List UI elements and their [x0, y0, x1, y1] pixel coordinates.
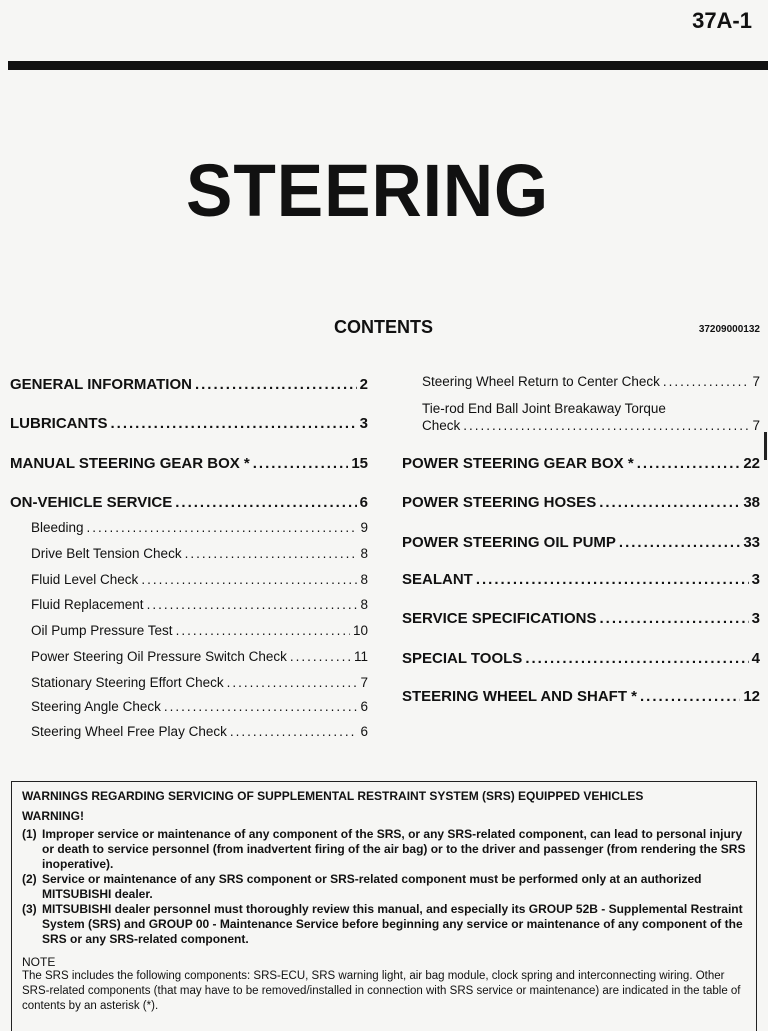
toc-entry-power-steering-gear-box[interactable]: [402, 455, 760, 472]
toc-sub-oil-pump-pressure-test[interactable]: [31, 623, 368, 638]
toc-page: 11: [353, 649, 368, 664]
toc-entry-on-vehicle-service[interactable]: [10, 494, 368, 511]
toc-sub-fluid-level-check[interactable]: [31, 572, 368, 587]
warning-heading: WARNINGS REGARDING SERVICING OF SUPPLEMENTAL RESTRAINT SYSTEM (SRS) EQUIPPED VEHICLES: [22, 789, 644, 803]
toc-page: 3: [359, 415, 368, 432]
toc-page: 9: [360, 520, 368, 535]
toc-page: 33: [743, 534, 760, 551]
toc-label: SPECIAL TOOLS: [402, 650, 523, 667]
note-label: NOTE: [22, 955, 56, 969]
toc-label: Steering Wheel Free Play Check: [31, 724, 227, 739]
toc-label: Check: [422, 418, 461, 433]
toc-label: Bleeding: [31, 520, 84, 535]
toc-sub-pressure-switch-check[interactable]: [31, 649, 368, 664]
toc-label: POWER STEERING HOSES: [402, 494, 597, 511]
toc-label: Fluid Replacement: [31, 597, 144, 612]
warning-item: [22, 872, 756, 902]
toc-page: 3: [751, 610, 760, 627]
toc-label: Stationary Steering Effort Check: [31, 675, 224, 690]
toc-sub-drive-belt-tension-check[interactable]: [31, 546, 368, 561]
toc-label: Fluid Level Check: [31, 572, 139, 587]
toc-label: STEERING WHEEL AND SHAFT *: [402, 688, 638, 705]
toc-page: 12: [743, 688, 760, 705]
toc-page: 7: [752, 418, 760, 433]
srs-warning-box: [11, 781, 757, 1031]
toc-label: MANUAL STEERING GEAR BOX *: [10, 455, 250, 472]
toc-label: POWER STEERING GEAR BOX *: [402, 455, 634, 472]
toc-page: 6: [360, 699, 368, 714]
warning-item-number: (3): [22, 902, 37, 916]
toc-sub-stationary-steering-effort-check[interactable]: [31, 675, 368, 690]
toc-sub-steering-wheel-free-play-check[interactable]: [31, 724, 368, 739]
toc-page: 22: [743, 455, 760, 472]
warning-item: [22, 902, 756, 947]
toc-page: 6: [359, 494, 368, 511]
toc-label: POWER STEERING OIL PUMP: [402, 534, 616, 551]
warning-item: [22, 827, 756, 872]
toc-label: Steering Angle Check: [31, 699, 161, 714]
note-text: The SRS includes the following components: SRS-ECU, SRS warning light, air bag module, clock spring and interconnecting wiring. Other SRS-related components (that may have to be removed/installed in connection with SRS service or maintenance) are indicated in the table of contents by an asterisk (*).: [22, 970, 741, 1012]
toc-label: Drive Belt Tension Check: [31, 546, 182, 561]
page-number: 37A-1: [692, 8, 752, 33]
toc-page: 3: [751, 571, 760, 588]
toc-page: 2: [359, 376, 368, 393]
toc-sub-return-to-center-check[interactable]: [422, 374, 760, 389]
warning-item-number: (2): [22, 872, 37, 886]
toc-label: SERVICE SPECIFICATIONS: [402, 610, 597, 627]
toc-entry-general-information[interactable]: [10, 376, 368, 393]
toc-sub-fluid-replacement[interactable]: [31, 597, 368, 612]
contents-heading: CONTENTS: [334, 317, 433, 337]
warning-item-number: (1): [22, 827, 37, 841]
warning-label: WARNING!: [22, 809, 84, 823]
toc-entry-power-steering-oil-pump[interactable]: [402, 534, 760, 551]
toc-label: Power Steering Oil Pressure Switch Check: [31, 649, 287, 664]
toc-label: Steering Wheel Return to Center Check: [422, 374, 660, 389]
toc-label: GENERAL INFORMATION: [10, 376, 192, 393]
warning-list: [22, 827, 756, 947]
toc-sub-tie-rod-check[interactable]: [422, 418, 760, 433]
toc-entry-manual-steering-gear-box[interactable]: [10, 455, 368, 472]
toc-label: ON-VEHICLE SERVICE: [10, 494, 173, 511]
warning-item-text: MITSUBISHI dealer personnel must thoroughly review this manual, and especially its GROUP 52B - Supplemental Restraint System (SRS) and GROUP 00 - Maintenance Service before beginning any service or maintenance of any component of the SRS or any SRS-related component.: [42, 902, 743, 946]
toc-page: 15: [351, 455, 368, 472]
toc-page: 4: [751, 650, 760, 667]
warning-item-text: Service or maintenance of any SRS component or SRS-related component must be performed only at an authorized MITSUBISHI dealer.: [42, 872, 702, 901]
toc-label: LUBRICANTS: [10, 415, 108, 432]
toc-entry-sealant[interactable]: [402, 571, 760, 588]
toc-entry-power-steering-hoses[interactable]: [402, 494, 760, 511]
toc-sub-bleeding[interactable]: [31, 520, 368, 535]
toc-page: 38: [743, 494, 760, 511]
toc-page: 7: [752, 374, 760, 389]
toc-page: 8: [360, 572, 368, 587]
warning-item-text: Improper service or maintenance of any component of the SRS, or any SRS-related component, can lead to personal injury or death to service personnel (from inadvertent firing of the air bag) or to the driver and passenger (from rendering the SRS inoperative).: [42, 827, 746, 871]
page-title: STEERING: [186, 149, 550, 232]
toc-page: 7: [360, 675, 368, 690]
toc-entry-steering-wheel-and-shaft[interactable]: [402, 688, 760, 705]
toc-page: 8: [360, 597, 368, 612]
toc-sub-tie-rod-line1[interactable]: Tie-rod End Ball Joint Breakaway Torque: [422, 401, 666, 416]
top-rule: [8, 61, 768, 70]
toc-label: Oil Pump Pressure Test: [31, 623, 173, 638]
toc-sub-steering-angle-check[interactable]: [31, 699, 368, 714]
toc-entry-service-specifications[interactable]: [402, 610, 760, 627]
toc-page: 6: [360, 724, 368, 739]
toc-page: 10: [352, 623, 368, 638]
toc-label: SEALANT: [402, 571, 473, 588]
toc-entry-special-tools[interactable]: [402, 650, 760, 667]
document-code: 37209000132: [698, 324, 760, 335]
toc-entry-lubricants[interactable]: [10, 415, 368, 432]
toc-page: 8: [360, 546, 368, 561]
margin-mark: [764, 432, 767, 460]
